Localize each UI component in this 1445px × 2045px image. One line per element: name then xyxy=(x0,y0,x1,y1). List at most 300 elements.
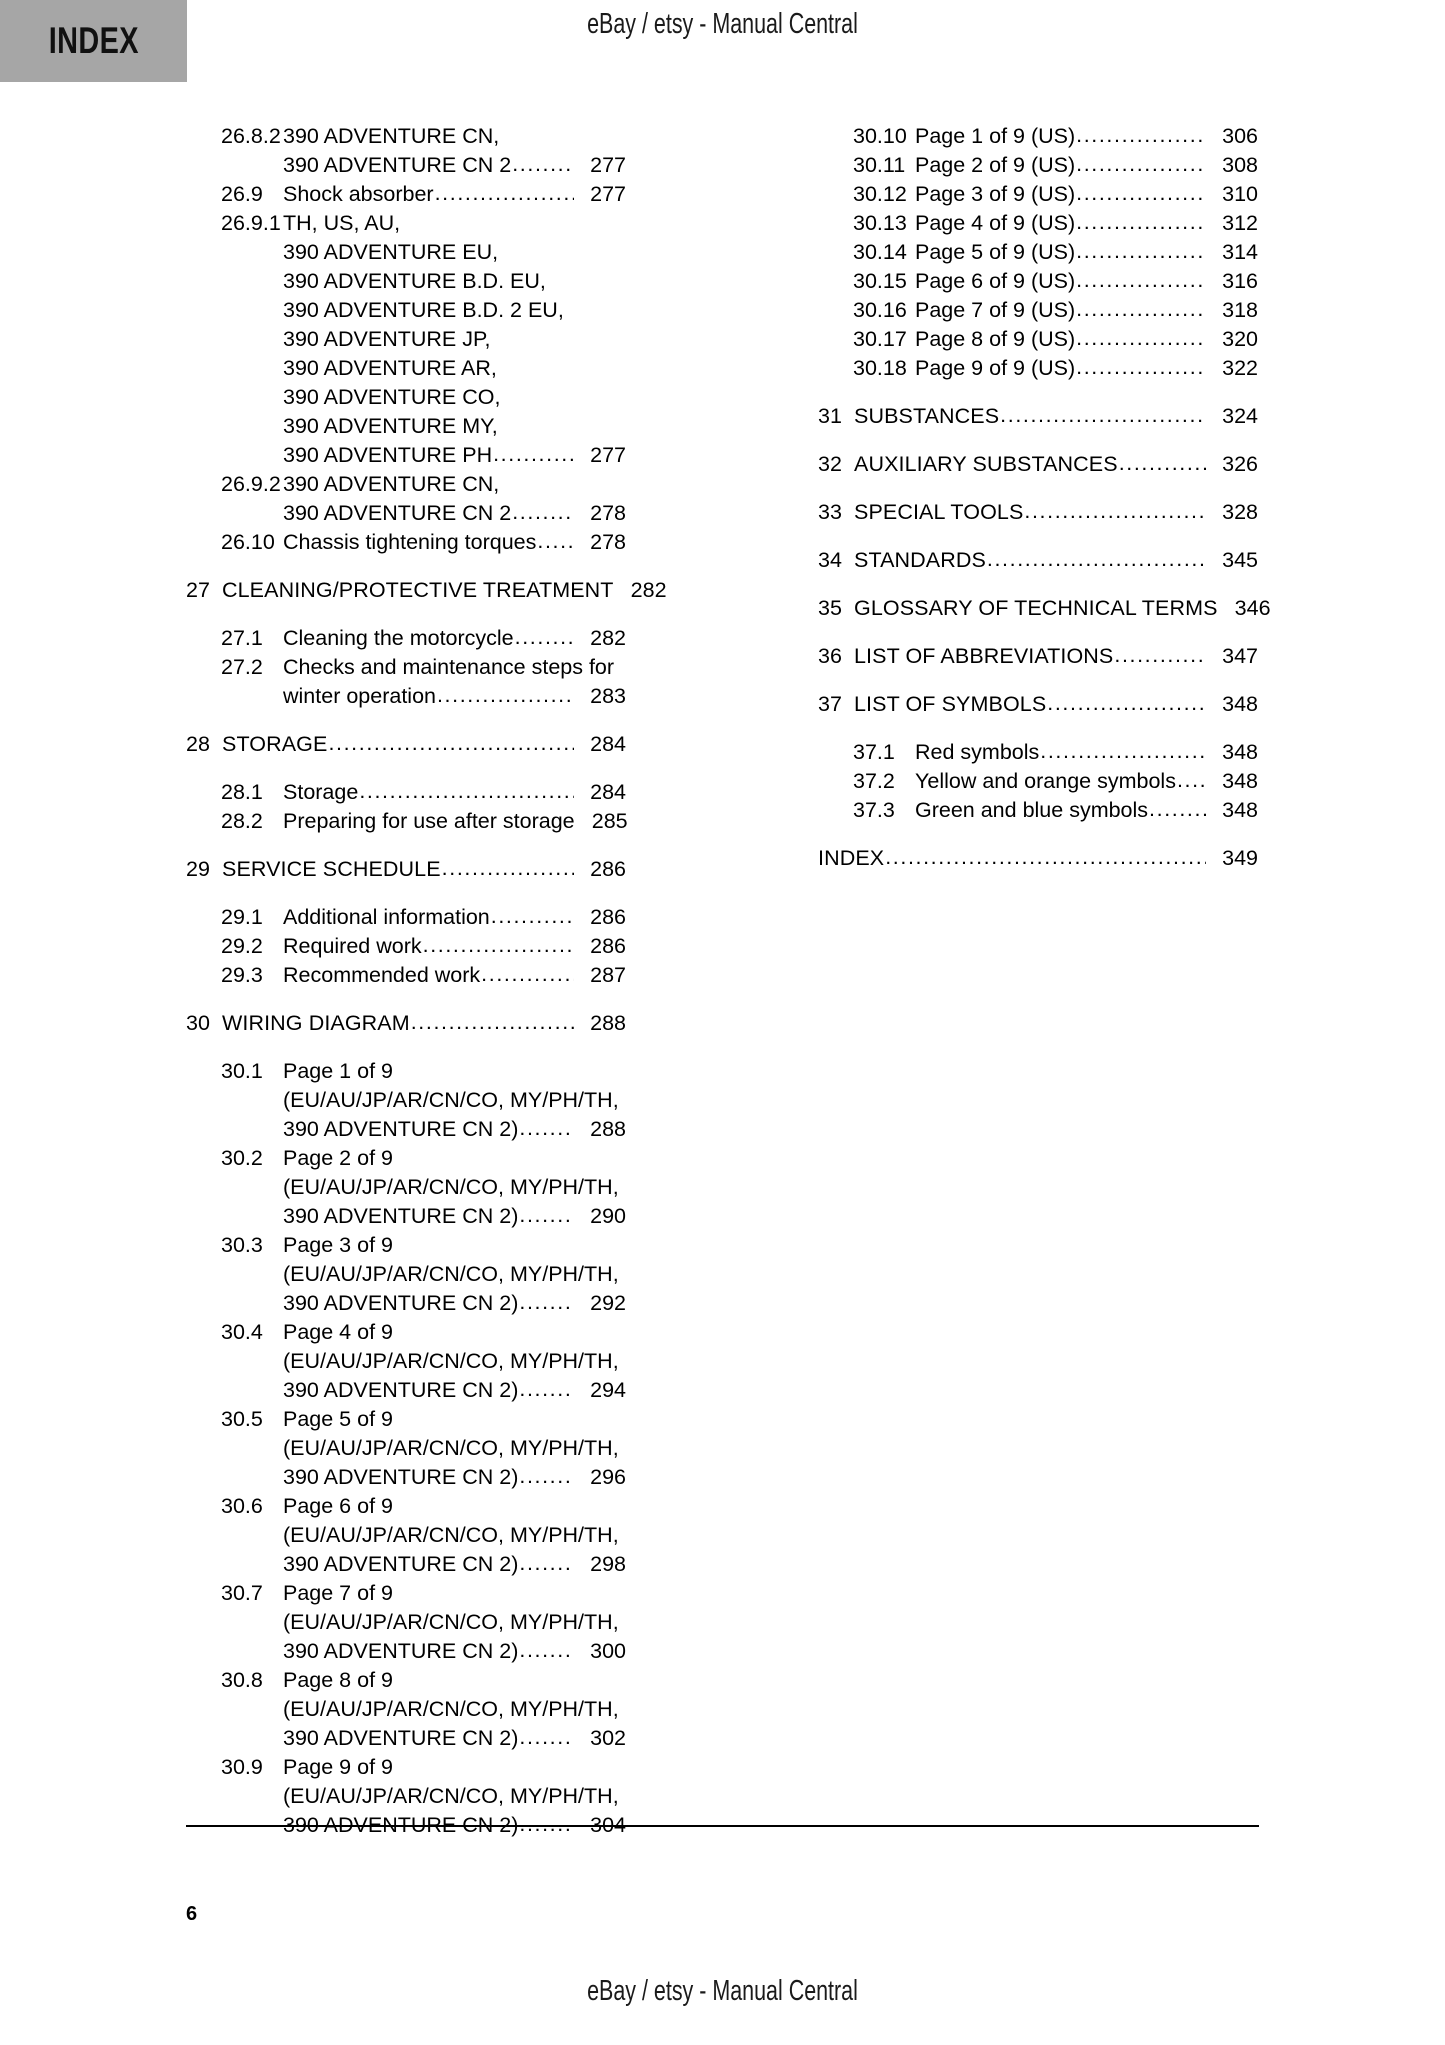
toc-entry-title: STORAGE xyxy=(222,732,328,756)
toc-entry-last-line xyxy=(854,546,1258,575)
toc-entry-page: 277 xyxy=(590,443,626,467)
toc-entry-line xyxy=(283,1521,626,1550)
toc-entry[interactable] xyxy=(818,122,1258,151)
toc-leader-dots xyxy=(519,1288,574,1317)
toc-entry[interactable] xyxy=(818,238,1258,267)
toc-entry-page: 347 xyxy=(1222,644,1258,668)
toc-entry[interactable] xyxy=(818,180,1258,209)
toc-entry-title: Page 8 of 9 (US) xyxy=(915,327,1076,351)
toc-entry[interactable] xyxy=(186,1231,626,1318)
toc-entry-title: 390 ADVENTURE CN 2) xyxy=(283,1813,519,1837)
toc-entry-title: Required work xyxy=(283,934,422,958)
toc-entry-page: 278 xyxy=(590,530,626,554)
toc-entry[interactable] xyxy=(818,767,1258,796)
toc-entry-title: SERVICE SCHEDULE xyxy=(222,857,441,881)
toc-entry-page: 328 xyxy=(1222,500,1258,524)
toc-entry-last-line xyxy=(915,354,1258,383)
toc-entry-line xyxy=(283,1318,626,1347)
toc-entry[interactable] xyxy=(186,209,626,470)
toc-entry-title: Page 7 of 9 (US) xyxy=(915,298,1076,322)
toc-entry-last-line xyxy=(283,807,626,836)
toc-entry-body xyxy=(283,1405,626,1492)
toc-entry-number: 35 xyxy=(818,596,842,620)
toc-entry-page: 290 xyxy=(590,1204,626,1228)
toc-entry[interactable] xyxy=(186,1318,626,1405)
toc-column-right xyxy=(818,122,1271,892)
toc-entry-number: 30.14 xyxy=(853,240,907,264)
toc-entry-last-line xyxy=(283,1724,626,1753)
toc-leader-dots xyxy=(411,1008,574,1037)
toc-entry-page: 294 xyxy=(590,1378,626,1402)
toc-leader-dots xyxy=(481,960,574,989)
toc-entry-title: (EU/AU/JP/AR/CN/CO, MY/PH/TH, xyxy=(283,1697,619,1721)
toc-entry-body xyxy=(915,767,1258,796)
toc-entry-page: 348 xyxy=(1222,692,1258,716)
toc-entry-last-line xyxy=(283,624,626,653)
toc-entry-page: 277 xyxy=(590,182,626,206)
toc-entry-last-line xyxy=(915,796,1258,825)
toc-entry-page: 277 xyxy=(590,153,626,177)
toc-entry-title: 390 ADVENTURE CN 2) xyxy=(283,1639,519,1663)
toc-entry-line xyxy=(283,1347,626,1376)
toc-entry-page: 308 xyxy=(1222,153,1258,177)
toc-entry[interactable] xyxy=(818,642,1258,671)
toc-entry[interactable] xyxy=(818,450,1258,479)
toc-entry-number: 30.5 xyxy=(221,1407,263,1431)
toc-entry-last-line xyxy=(854,402,1258,431)
toc-entry-body xyxy=(283,122,626,180)
toc-leader-dots xyxy=(519,1375,574,1404)
toc-entry-line xyxy=(283,267,626,296)
toc-entry-title: 390 ADVENTURE EU, xyxy=(283,240,499,264)
toc-leader-dots xyxy=(512,150,574,179)
toc-entry-title: Page 5 of 9 xyxy=(283,1407,393,1431)
toc-entry-title: 390 ADVENTURE AR, xyxy=(283,356,497,380)
toc-entry-line xyxy=(283,1666,626,1695)
toc-entry-page: 304 xyxy=(590,1813,626,1837)
toc-leader-dots xyxy=(1040,737,1206,766)
toc-entry-body xyxy=(283,1666,626,1753)
toc-entry-page: 310 xyxy=(1222,182,1258,206)
toc-entry[interactable] xyxy=(818,690,1258,719)
toc-entry-number: 29 xyxy=(186,857,210,881)
toc-entry-number: 30.7 xyxy=(221,1581,263,1605)
toc-entry-body xyxy=(283,1492,626,1579)
toc-entry-number: 30.3 xyxy=(221,1233,263,1257)
toc-entry-last-line xyxy=(854,594,1271,623)
toc-entry-number: 30.11 xyxy=(853,153,906,177)
toc-entry-last-line xyxy=(915,267,1258,296)
toc-entry-title: Shock absorber xyxy=(283,182,434,206)
toc-entry-title: 390 ADVENTURE CN 2 xyxy=(283,501,512,525)
toc-entry-number: 37.3 xyxy=(853,798,895,822)
toc-entry-page: 306 xyxy=(1222,124,1258,148)
toc-entry-line xyxy=(283,383,626,412)
toc-entry-number: 32 xyxy=(818,452,842,476)
toc-entry-number: 30.13 xyxy=(853,211,907,235)
toc-leader-dots xyxy=(515,623,574,652)
toc-entry-last-line xyxy=(283,1289,626,1318)
toc-entry-number: 30.2 xyxy=(221,1146,263,1170)
toc-entry-body xyxy=(915,209,1258,238)
toc-entry[interactable] xyxy=(818,402,1258,431)
toc-entry-page: 302 xyxy=(590,1726,626,1750)
toc-leader-dots xyxy=(1177,766,1206,795)
toc-entry-page: 349 xyxy=(1222,846,1258,870)
toc-entry-last-line xyxy=(283,528,626,557)
toc-entry-title: Page 6 of 9 xyxy=(283,1494,393,1518)
toc-entry[interactable] xyxy=(186,624,626,653)
toc-entry[interactable] xyxy=(186,855,626,884)
toc-leader-dots xyxy=(1076,179,1206,208)
toc-entry-number: 29.3 xyxy=(221,963,263,987)
toc-entry-page: 282 xyxy=(630,578,667,602)
toc-entry-title: 390 ADVENTURE CN 2) xyxy=(283,1378,519,1402)
toc-entry-line xyxy=(283,470,626,499)
toc-entry-title: 390 ADVENTURE CN, xyxy=(283,472,500,496)
toc-entry-number: 28.2 xyxy=(221,809,263,833)
toc-entry-number: 28 xyxy=(186,732,210,756)
toc-entry[interactable] xyxy=(186,122,626,180)
toc-entry-line xyxy=(283,296,626,325)
toc-entry-page: 324 xyxy=(1222,404,1258,428)
toc-entry-line xyxy=(283,1260,626,1289)
page-number: 6 xyxy=(186,1903,198,1925)
toc-entry[interactable] xyxy=(186,1579,626,1666)
toc-entry-title: 390 ADVENTURE CN 2) xyxy=(283,1552,519,1576)
toc-entry[interactable] xyxy=(186,1405,626,1492)
toc-entry-number: 30.12 xyxy=(853,182,907,206)
toc-entry-number: 27.2 xyxy=(221,655,263,679)
toc-entry-page: 316 xyxy=(1222,269,1258,293)
toc-entry-body xyxy=(915,296,1258,325)
toc-entry-title: (EU/AU/JP/AR/CN/CO, MY/PH/TH, xyxy=(283,1349,619,1373)
toc-entry[interactable] xyxy=(186,807,626,836)
toc-entry-body xyxy=(818,844,1258,873)
toc-entry-last-line xyxy=(222,576,667,605)
toc-entry-number: 30.1 xyxy=(221,1059,263,1083)
toc-entry-title: Page 6 of 9 (US) xyxy=(915,269,1076,293)
toc-entry-title: WIRING DIAGRAM xyxy=(222,1011,410,1035)
toc-entry-title: (EU/AU/JP/AR/CN/CO, MY/PH/TH, xyxy=(283,1088,619,1112)
toc-entry-last-line xyxy=(854,690,1258,719)
toc-entry-last-line xyxy=(854,642,1258,671)
toc-entry-line xyxy=(283,1144,626,1173)
toc-entry[interactable] xyxy=(186,180,626,209)
toc-entry-number: 29.1 xyxy=(221,905,263,929)
toc-entry-body xyxy=(222,730,626,759)
toc-entry-number: 30.8 xyxy=(221,1668,263,1692)
toc-leader-dots xyxy=(1076,150,1206,179)
toc-leader-dots xyxy=(1076,324,1206,353)
toc-entry-line xyxy=(283,1782,626,1811)
toc-entry-line xyxy=(283,1608,626,1637)
toc-leader-dots xyxy=(885,843,1206,872)
toc-entry-title: Page 2 of 9 (US) xyxy=(915,153,1076,177)
toc-entry-page: 288 xyxy=(590,1117,626,1141)
toc-entry-title: 390 ADVENTURE CN 2) xyxy=(283,1291,519,1315)
toc-entry-body xyxy=(283,528,626,557)
toc-entry-number: 30 xyxy=(186,1011,210,1035)
toc-leader-dots xyxy=(1024,497,1206,526)
toc-entry-page: 286 xyxy=(590,934,626,958)
toc-entry[interactable] xyxy=(186,903,626,932)
toc-entry-last-line xyxy=(915,180,1258,209)
toc-entry-title: Page 5 of 9 (US) xyxy=(915,240,1076,264)
toc-entry-title: Yellow and orange symbols xyxy=(915,769,1176,793)
toc-entry-line xyxy=(283,1057,626,1086)
toc-entry-line xyxy=(283,653,626,682)
toc-entry[interactable] xyxy=(186,470,626,528)
toc-entry-page: 287 xyxy=(590,963,626,987)
toc-entry-number: 33 xyxy=(818,500,842,524)
toc-entry-title: 390 ADVENTURE CN 2) xyxy=(283,1204,519,1228)
toc-entry-title: STANDARDS xyxy=(854,548,986,572)
toc-entry-body xyxy=(283,932,626,961)
toc-entry-number: 30.15 xyxy=(853,269,907,293)
toc-entry-body xyxy=(915,354,1258,383)
toc-entry-page: 314 xyxy=(1222,240,1258,264)
toc-entry-body xyxy=(854,402,1258,431)
toc-entry-number: 26.9 xyxy=(221,182,263,206)
footer-watermark: eBay / etsy - Manual Central xyxy=(587,1975,858,2007)
toc-entry-body xyxy=(222,576,667,605)
toc-entry-body xyxy=(915,151,1258,180)
toc-entry-last-line xyxy=(283,903,626,932)
toc-entry-page: 296 xyxy=(590,1465,626,1489)
toc-entry-title: 390 ADVENTURE PH xyxy=(283,443,493,467)
toc-entry-last-line xyxy=(283,151,626,180)
toc-entry-body xyxy=(283,903,626,932)
toc-entry-line xyxy=(283,1231,626,1260)
toc-entry[interactable] xyxy=(818,594,1271,623)
toc-entry-line xyxy=(283,238,626,267)
index-tab-label: INDEX xyxy=(48,20,139,61)
toc-leader-dots xyxy=(519,1114,574,1143)
toc-entry[interactable] xyxy=(186,576,667,605)
toc-entry-title: 390 ADVENTURE MY, xyxy=(283,414,498,438)
toc-entry-page: 286 xyxy=(590,905,626,929)
toc-entry-body xyxy=(915,796,1258,825)
toc-entry-page: 292 xyxy=(590,1291,626,1315)
toc-entry[interactable] xyxy=(186,1057,626,1144)
toc-entry-title: TH, US, AU, xyxy=(283,211,401,235)
toc-entry-title: Cleaning the motorcycle xyxy=(283,626,514,650)
toc-entry-number: 26.8.2 xyxy=(221,124,281,148)
toc-entry-line xyxy=(283,412,626,441)
toc-entry-title: Storage xyxy=(283,780,359,804)
toc-entry-body xyxy=(283,1231,626,1318)
toc-entry-body xyxy=(854,498,1258,527)
toc-entry-title: 390 ADVENTURE CN 2) xyxy=(283,1117,519,1141)
toc-entry-number: 26.10 xyxy=(221,530,275,554)
toc-leader-dots xyxy=(1047,689,1206,718)
toc-entry-line xyxy=(283,354,626,383)
toc-entry[interactable] xyxy=(186,1144,626,1231)
toc-entry[interactable] xyxy=(818,498,1258,527)
toc-entry-title: Page 4 of 9 xyxy=(283,1320,393,1344)
toc-entry-title: Page 7 of 9 xyxy=(283,1581,393,1605)
toc-entry-number: 37.2 xyxy=(853,769,895,793)
toc-entry-number: 30.6 xyxy=(221,1494,263,1518)
toc-entry[interactable] xyxy=(818,354,1258,383)
toc-entry-number: 30.16 xyxy=(853,298,907,322)
toc-entry-last-line xyxy=(915,151,1258,180)
toc-entry-title: SPECIAL TOOLS xyxy=(854,500,1024,524)
toc-entry-number: 30.10 xyxy=(853,124,907,148)
toc-leader-dots xyxy=(359,777,574,806)
toc-entry-page: 348 xyxy=(1222,769,1258,793)
toc-entry-title: 390 ADVENTURE B.D. 2 EU, xyxy=(283,298,564,322)
toc-entry-last-line xyxy=(283,1637,626,1666)
toc-entry-last-line xyxy=(283,1376,626,1405)
toc-entry-number: 36 xyxy=(818,644,842,668)
toc-entry-page: 282 xyxy=(590,626,626,650)
toc-entry-title: GLOSSARY OF TECHNICAL TERMS xyxy=(854,596,1218,620)
toc-leader-dots xyxy=(987,545,1206,574)
toc-entry-last-line xyxy=(283,682,626,711)
toc-entry[interactable] xyxy=(186,778,626,807)
toc-entry-last-line xyxy=(222,855,626,884)
toc-entry[interactable] xyxy=(818,209,1258,238)
toc-entry[interactable] xyxy=(186,730,626,759)
toc-entry[interactable] xyxy=(818,546,1258,575)
header-watermark: eBay / etsy - Manual Central xyxy=(587,8,858,40)
toc-entry-number: 29.2 xyxy=(221,934,263,958)
toc-entry-title: (EU/AU/JP/AR/CN/CO, MY/PH/TH, xyxy=(283,1784,619,1808)
toc-entry-body xyxy=(915,738,1258,767)
toc-entry-title: (EU/AU/JP/AR/CN/CO, MY/PH/TH, xyxy=(283,1523,619,1547)
toc-entry-title: 390 ADVENTURE CN 2) xyxy=(283,1726,519,1750)
toc-entry[interactable] xyxy=(818,738,1258,767)
toc-leader-dots xyxy=(437,681,574,710)
toc-entry-last-line xyxy=(283,778,626,807)
toc-leader-dots xyxy=(1114,641,1206,670)
footer-divider xyxy=(186,1825,1259,1827)
toc-entry-last-line xyxy=(283,1463,626,1492)
toc-entry-body xyxy=(854,450,1258,479)
toc-entry-last-line xyxy=(818,844,1258,873)
toc-entry[interactable] xyxy=(818,325,1258,354)
toc-entry-title: CLEANING/PROTECTIVE TREATMENT xyxy=(222,578,614,602)
toc-entry[interactable] xyxy=(186,1492,626,1579)
toc-entry-title: Green and blue symbols xyxy=(915,798,1149,822)
toc-leader-dots xyxy=(328,729,574,758)
toc-entry-body xyxy=(283,1318,626,1405)
toc-column-left xyxy=(186,122,667,1840)
toc-entry-page: 278 xyxy=(590,501,626,525)
toc-entry-title: Preparing for use after storage xyxy=(283,809,575,833)
toc-entry-last-line xyxy=(915,238,1258,267)
toc-entry-body xyxy=(283,807,626,836)
index-tab-marker xyxy=(0,0,187,82)
toc-leader-dots xyxy=(491,902,574,931)
toc-leader-dots xyxy=(519,1201,574,1230)
toc-entry-line xyxy=(283,325,626,354)
toc-entry-title: (EU/AU/JP/AR/CN/CO, MY/PH/TH, xyxy=(283,1262,619,1286)
toc-entry-last-line xyxy=(854,498,1258,527)
toc-entry-body xyxy=(283,470,626,528)
toc-entry[interactable] xyxy=(186,653,626,711)
toc-entry-line xyxy=(283,1579,626,1608)
toc-leader-dots xyxy=(1000,401,1206,430)
toc-entry-title: Page 3 of 9 (US) xyxy=(915,182,1076,206)
toc-entry-title: Page 1 of 9 (US) xyxy=(915,124,1076,148)
toc-leader-dots xyxy=(1076,266,1206,295)
toc-entry-title: LIST OF SYMBOLS xyxy=(854,692,1047,716)
toc-entry-page: 284 xyxy=(590,732,626,756)
toc-entry-body xyxy=(283,624,626,653)
toc-leader-dots xyxy=(1149,795,1206,824)
toc-entry-page: 288 xyxy=(590,1011,626,1035)
toc-entry-last-line xyxy=(283,1202,626,1231)
toc-entry-page: 320 xyxy=(1222,327,1258,351)
toc-leader-dots xyxy=(1076,237,1206,266)
toc-entry-page: 318 xyxy=(1222,298,1258,322)
toc-entry-title: winter operation xyxy=(283,684,436,708)
toc-entry[interactable] xyxy=(186,1666,626,1753)
toc-entry-title: Additional information xyxy=(283,905,490,929)
toc-leader-dots xyxy=(493,440,574,469)
toc-entry-body xyxy=(915,180,1258,209)
toc-entry-title: LIST OF ABBREVIATIONS xyxy=(854,644,1114,668)
toc-entry-last-line xyxy=(283,499,626,528)
toc-entry-title: (EU/AU/JP/AR/CN/CO, MY/PH/TH, xyxy=(283,1610,619,1634)
toc-entry-last-line xyxy=(915,296,1258,325)
toc-entry-body xyxy=(283,1144,626,1231)
toc-leader-dots xyxy=(435,179,574,208)
toc-entry-body xyxy=(915,122,1258,151)
toc-entry-line xyxy=(283,1173,626,1202)
toc-entry-title: (EU/AU/JP/AR/CN/CO, MY/PH/TH, xyxy=(283,1436,619,1460)
toc-entry[interactable] xyxy=(818,151,1258,180)
toc-entry-number: 26.9.1 xyxy=(221,211,281,235)
toc-entry[interactable] xyxy=(818,796,1258,825)
toc-entry-page: 326 xyxy=(1222,452,1258,476)
toc-entry[interactable] xyxy=(818,296,1258,325)
toc-entry-number: 34 xyxy=(818,548,842,572)
toc-entry-page: 346 xyxy=(1234,596,1271,620)
toc-entry-body xyxy=(283,1057,626,1144)
toc-entry[interactable] xyxy=(186,1009,626,1038)
toc-leader-dots xyxy=(1076,208,1206,237)
toc-entry[interactable] xyxy=(186,528,626,557)
toc-entry[interactable] xyxy=(186,961,626,990)
toc-entry-body xyxy=(283,778,626,807)
toc-entry-title: SUBSTANCES xyxy=(854,404,1000,428)
toc-entry-line xyxy=(283,209,626,238)
toc-leader-dots xyxy=(423,931,574,960)
toc-entry-page: 283 xyxy=(590,684,626,708)
toc-entry-title: AUXILIARY SUBSTANCES xyxy=(854,452,1118,476)
toc-entry-last-line xyxy=(915,738,1258,767)
toc-entry-page: 345 xyxy=(1222,548,1258,572)
toc-entry-title: Page 9 of 9 (US) xyxy=(915,356,1076,380)
toc-entry-page: 300 xyxy=(590,1639,626,1663)
toc-entry-last-line xyxy=(283,1115,626,1144)
toc-entry[interactable] xyxy=(818,267,1258,296)
toc-entry[interactable] xyxy=(186,932,626,961)
toc-leader-dots xyxy=(537,527,574,556)
toc-entry-last-line xyxy=(283,932,626,961)
toc-entry[interactable] xyxy=(818,844,1258,873)
toc-entry-body xyxy=(915,325,1258,354)
toc-leader-dots xyxy=(442,854,574,883)
toc-entry-body xyxy=(915,267,1258,296)
toc-entry-number: 26.9.2 xyxy=(221,472,281,496)
toc-entry-body xyxy=(283,653,626,711)
toc-entry-last-line xyxy=(915,209,1258,238)
